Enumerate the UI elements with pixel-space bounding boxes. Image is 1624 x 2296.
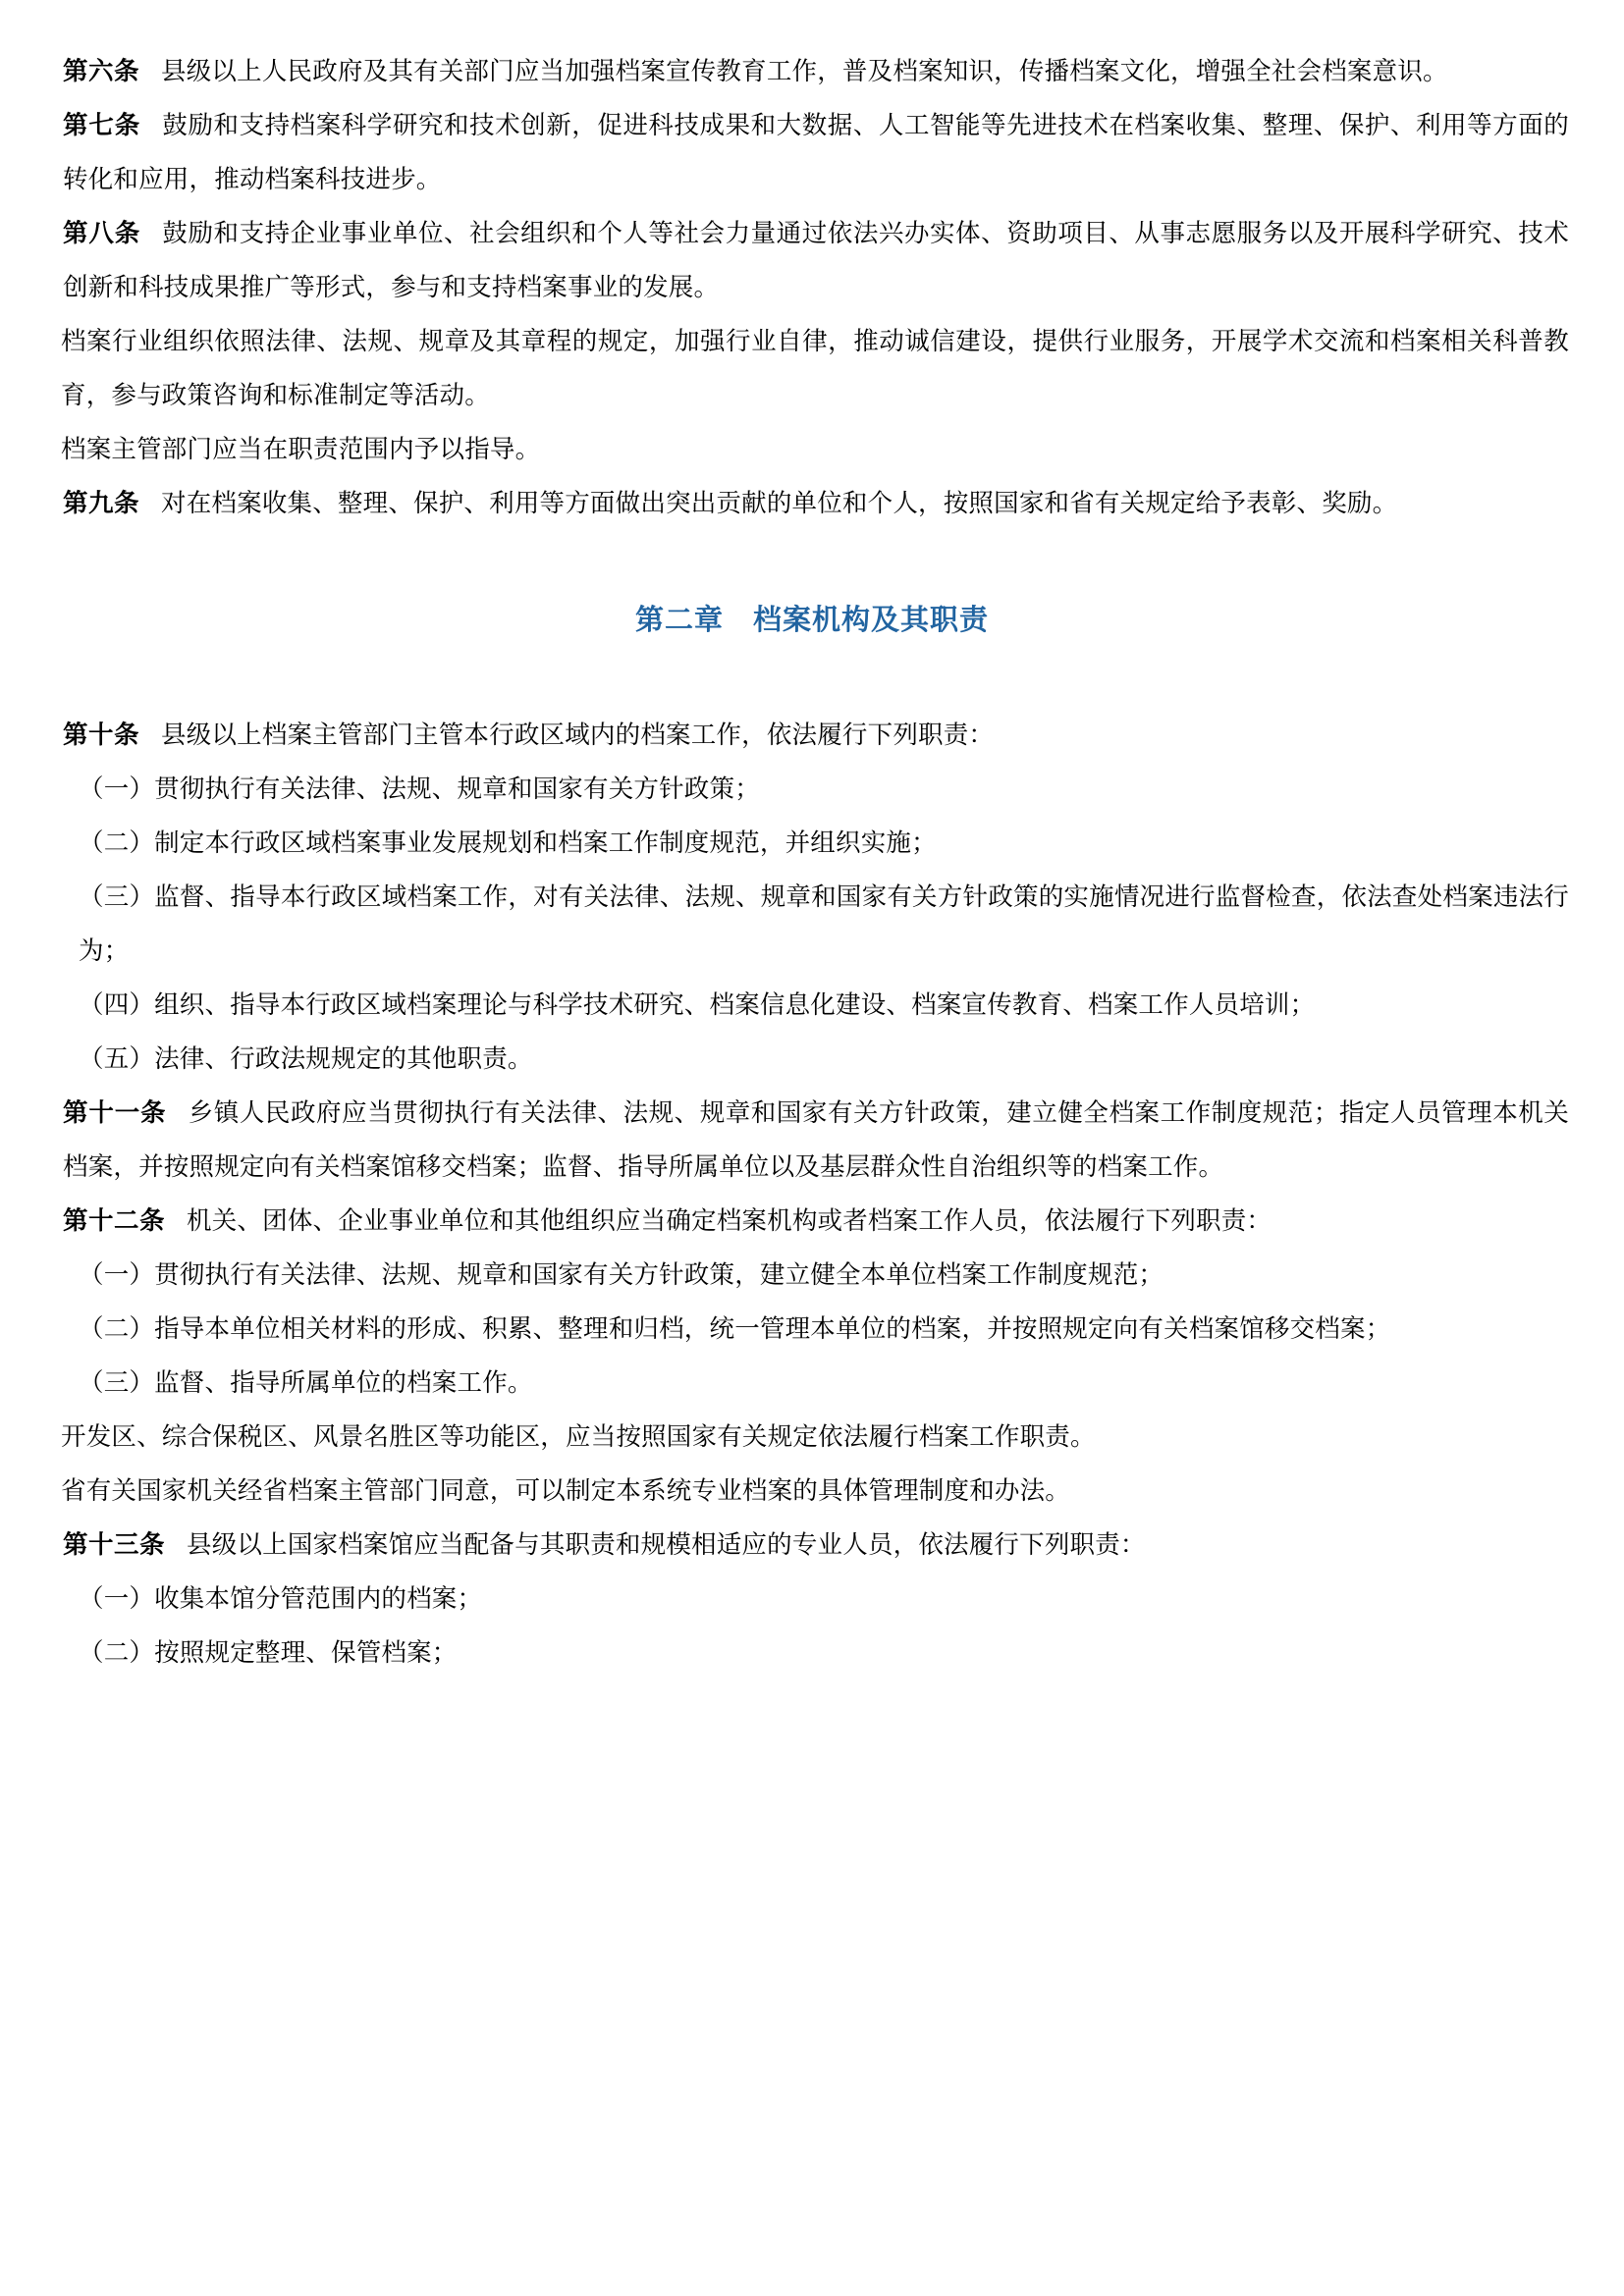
article-text: 乡镇人民政府应当贯彻执行有关法律、法规、规章和国家有关方针政策，建立健全档案工作制度规范；指定人员管理本机关档案，并按照规定向有关档案馆移交档案；监督、指导所属单位以及基层群众性自治组织等的档案工作。 — [63, 1099, 1569, 1181]
article-text: （一）贯彻执行有关法律、法规、规章和国家有关方针政策； — [79, 775, 760, 803]
articles-section-bottom — [55, 709, 1569, 1681]
article-number: 第六条 — [63, 58, 140, 85]
article-text: （二）指导本单位相关材料的形成、积累、整理和归档，统一管理本单位的档案，并按照规定向有关档案馆移交档案； — [79, 1315, 1391, 1343]
article-number: 第十三条 — [63, 1531, 166, 1559]
article-paragraph — [55, 1195, 1569, 1249]
articles-section-top — [55, 45, 1569, 531]
article-text: 开发区、综合保税区、风景名胜区等功能区，应当按照国家有关规定依法履行档案工作职责。 — [61, 1423, 1096, 1451]
body-paragraph — [55, 979, 1569, 1033]
document-body — [55, 45, 1569, 1681]
article-text: （五）法律、行政法规规定的其他职责。 — [79, 1045, 533, 1073]
article-text: 鼓励和支持档案科学研究和技术创新，促进科技成果和大数据、人工智能等先进技术在档案收集、整理、保护、利用等方面的转化和应用，推动档案科技进步。 — [63, 112, 1569, 193]
chapter-spacer-after — [55, 648, 1569, 709]
article-text: （一）贯彻执行有关法律、法规、规章和国家有关方针政策，建立健全本单位档案工作制度规范； — [79, 1261, 1164, 1289]
article-text: （四）组织、指导本行政区域档案理论与科学技术研究、档案信息化建设、档案宣传教育、档案工作人员培训； — [79, 991, 1316, 1019]
article-paragraph — [55, 709, 1569, 763]
article-text: （三）监督、指导本行政区域档案工作，对有关法律、法规、规章和国家有关方针政策的实施情况进行监督检查，依法查处档案违法行为； — [79, 883, 1569, 965]
body-paragraph — [55, 1573, 1569, 1627]
body-paragraph — [55, 1033, 1569, 1087]
body-paragraph — [55, 1627, 1569, 1681]
chapter-spacer-before — [55, 531, 1569, 594]
body-paragraph — [55, 817, 1569, 871]
body-paragraph — [55, 423, 1569, 477]
article-number: 第十一条 — [63, 1099, 167, 1127]
article-text: （二）按照规定整理、保管档案； — [79, 1639, 458, 1667]
article-number: 第七条 — [63, 112, 141, 139]
chapter-heading — [55, 594, 1569, 648]
article-number: 第八条 — [63, 220, 141, 247]
article-number: 第十二条 — [63, 1207, 166, 1235]
chapter-number: 第二章 — [634, 605, 724, 636]
body-paragraph — [55, 763, 1569, 817]
body-paragraph — [55, 1357, 1569, 1411]
article-paragraph — [55, 1519, 1569, 1573]
article-text: （三）监督、指导所属单位的档案工作。 — [79, 1369, 533, 1397]
body-paragraph — [55, 315, 1569, 423]
body-paragraph — [55, 1249, 1569, 1303]
article-text: 对在档案收集、整理、保护、利用等方面做出突出贡献的单位和个人，按照国家和省有关规定给予表彰、奖励。 — [161, 490, 1398, 517]
chapter-title: 档案机构及其职责 — [753, 605, 990, 636]
article-paragraph — [55, 1087, 1569, 1195]
article-number: 第十条 — [63, 721, 140, 749]
article-text: 档案主管部门应当在职责范围内予以指导。 — [61, 436, 541, 463]
body-paragraph — [55, 1465, 1569, 1519]
article-number: 第九条 — [63, 490, 140, 517]
article-text: （二）制定本行政区域档案事业发展规划和档案工作制度规范，并组织实施； — [79, 829, 937, 857]
article-paragraph — [55, 207, 1569, 315]
body-paragraph — [55, 1303, 1569, 1357]
article-paragraph — [55, 45, 1569, 99]
article-text: （一）收集本馆分管范围内的档案； — [79, 1585, 483, 1613]
article-text: 机关、团体、企业事业单位和其他组织应当确定档案机构或者档案工作人员，依法履行下列职责： — [187, 1207, 1272, 1235]
article-text: 县级以上档案主管部门主管本行政区域内的档案工作，依法履行下列职责： — [161, 721, 995, 749]
article-text: 县级以上人民政府及其有关部门应当加强档案宣传教育工作，普及档案知识，传播档案文化，增强全社会档案意识。 — [161, 58, 1448, 85]
article-text: 县级以上国家档案馆应当配备与其职责和规模相适应的专业人员，依法履行下列职责： — [187, 1531, 1146, 1559]
article-text: 省有关国家机关经省档案主管部门同意，可以制定本系统专业档案的具体管理制度和办法。 — [61, 1477, 1071, 1505]
article-text: 档案行业组织依照法律、法规、规章及其章程的规定，加强行业自律，推动诚信建设，提供行业服务，开展学术交流和档案相关科普教育，参与政策咨询和标准制定等活动。 — [61, 328, 1569, 409]
article-paragraph — [55, 99, 1569, 207]
article-paragraph — [55, 477, 1569, 531]
body-paragraph — [55, 1411, 1569, 1465]
body-paragraph — [55, 871, 1569, 979]
article-text: 鼓励和支持企业事业单位、社会组织和个人等社会力量通过依法兴办实体、资助项目、从事志愿服务以及开展科学研究、技术创新和科技成果推广等形式，参与和支持档案事业的发展。 — [63, 220, 1569, 301]
